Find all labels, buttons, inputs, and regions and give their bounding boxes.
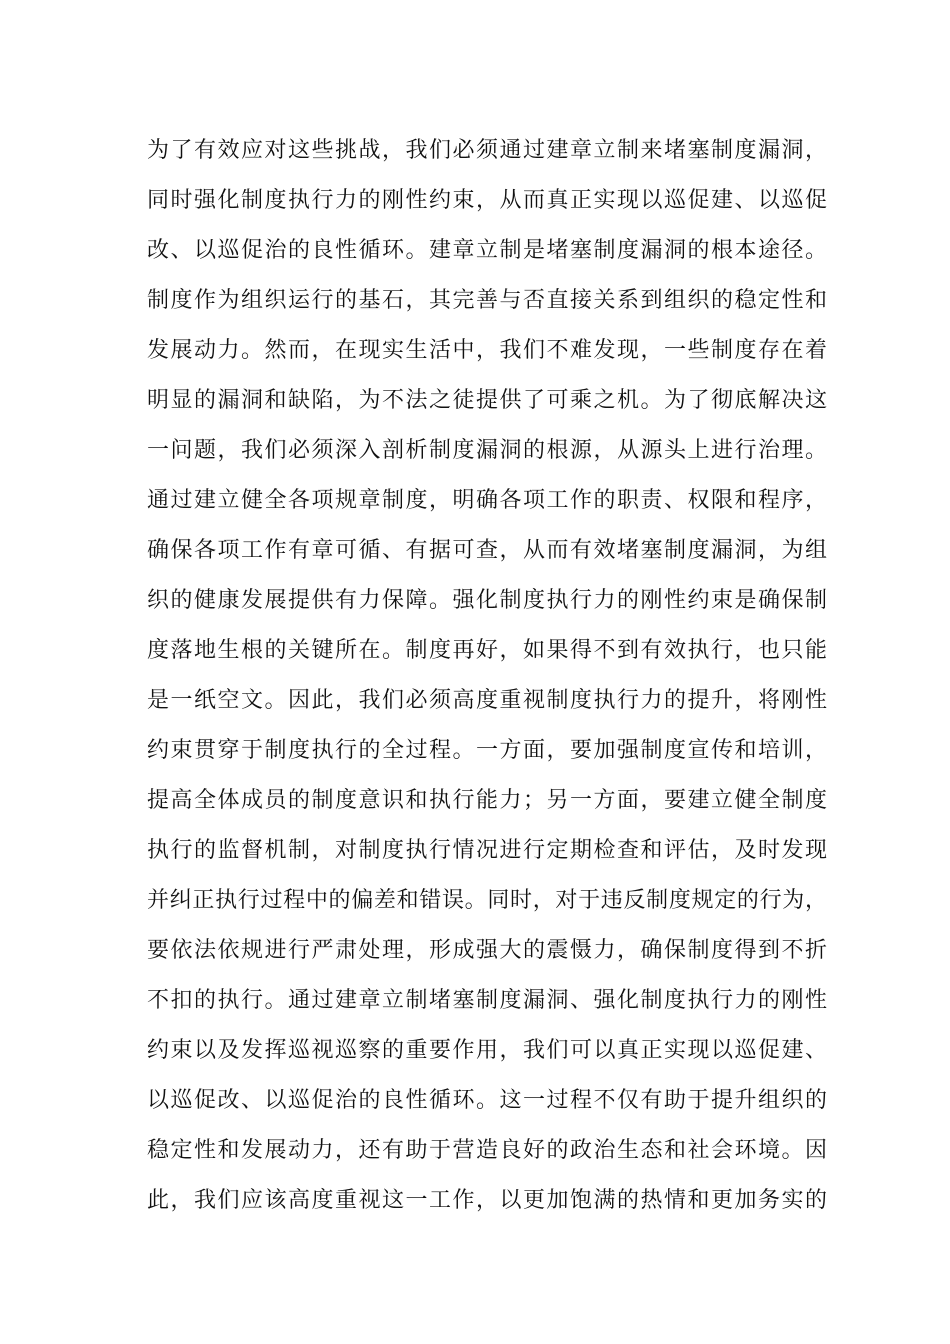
text-line: 稳定性和发展动力，还有助于营造良好的政治生态和社会环境。因: [147, 1138, 827, 1163]
text-line: 发展动力。然而，在现实生活中，我们不难发现，一些制度存在着: [147, 338, 827, 363]
text-line: 不扣的执行。通过建章立制堵塞制度漏洞、强化制度执行力的刚性: [147, 988, 827, 1013]
text-line: 通过建立健全各项规章制度，明确各项工作的职责、权限和程序，: [147, 488, 827, 513]
text-line: 并纠正执行过程中的偏差和错误。同时，对于违反制度规定的行为，: [147, 888, 827, 913]
text-line: 明显的漏洞和缺陷，为不法之徒提供了可乘之机。为了彻底解决这: [147, 388, 827, 413]
text-line: 织的健康发展提供有力保障。强化制度执行力的刚性约束是确保制: [147, 588, 827, 613]
text-line: 以巡促改、以巡促治的良性循环。这一过程不仅有助于提升组织的: [147, 1088, 827, 1113]
text-line: 一问题，我们必须深入剖析制度漏洞的根源，从源头上进行治理。: [147, 438, 827, 463]
text-line: 为了有效应对这些挑战，我们必须通过建章立制来堵塞制度漏洞，: [147, 138, 827, 163]
text-line: 提高全体成员的制度意识和执行能力；另一方面，要建立健全制度: [147, 788, 827, 813]
text-line: 是一纸空文。因此，我们必须高度重视制度执行力的提升，将刚性: [147, 688, 827, 713]
text-line: 制度作为组织运行的基石，其完善与否直接关系到组织的稳定性和: [147, 288, 827, 313]
text-line: 确保各项工作有章可循、有据可查，从而有效堵塞制度漏洞，为组: [147, 538, 827, 563]
body-text: [147, 126, 827, 1226]
text-line: 约束以及发挥巡视巡察的重要作用，我们可以真正实现以巡促建、: [147, 1038, 827, 1063]
text-line: 约束贯穿于制度执行的全过程。一方面，要加强制度宣传和培训，: [147, 738, 827, 763]
text-line: 同时强化制度执行力的刚性约束，从而真正实现以巡促建、以巡促: [147, 188, 827, 213]
text-line: 执行的监督机制，对制度执行情况进行定期检查和评估，及时发现: [147, 838, 827, 863]
text-line: 要依法依规进行严肃处理，形成强大的震慑力，确保制度得到不折: [147, 938, 827, 963]
text-line: 此，我们应该高度重视这一工作，以更加饱满的热情和更加务实的: [147, 1188, 827, 1213]
text-line: 度落地生根的关键所在。制度再好，如果得不到有效执行，也只能: [147, 638, 827, 663]
text-line: 改、以巡促治的良性循环。建章立制是堵塞制度漏洞的根本途径。: [147, 238, 827, 263]
